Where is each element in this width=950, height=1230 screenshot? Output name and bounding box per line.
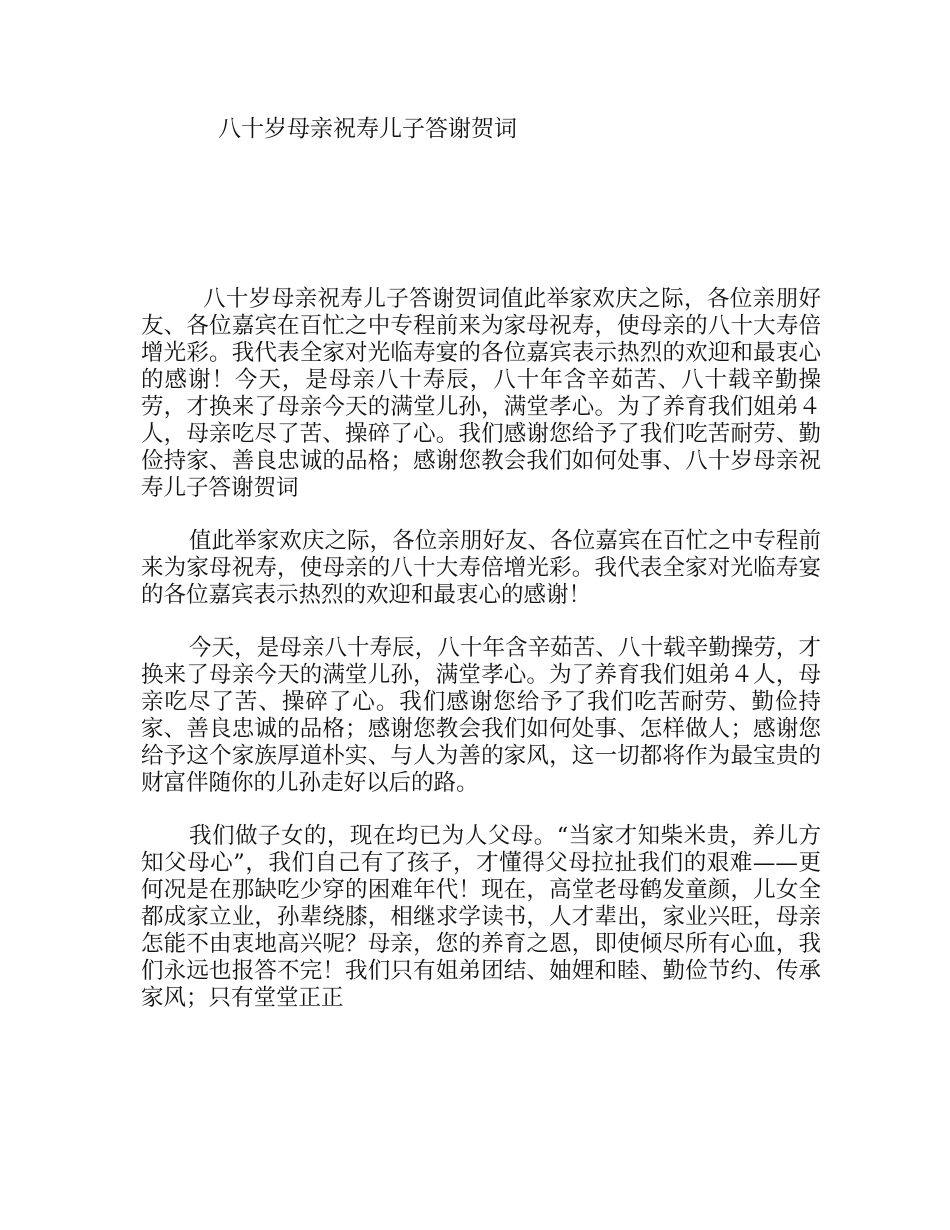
document-title: 八十岁母亲祝寿儿子答谢贺词	[218, 116, 517, 142]
paragraph-4: 我们做子女的，现在均已为人父母。“当家才知柴米贵，养儿方知父母心”，我们自己有了孩子，才懂得父母拉扯我们的艰难——更何况是在那缺吃少穿的困难年代！现在，高堂老母鹤发童颜，儿女全都成家立业，孙辈绕膝，相继求学读书，人才辈出，家业兴旺，母亲怎能不由衷地高兴呢？母亲，您的养育之恩，即使倾尽所有心血，我们永远也报答不完！我们只有姐弟团结、妯娌和睦、勤俭节约、传承家风；只有堂堂正正	[141, 823, 821, 1011]
document-body	[141, 286, 821, 1038]
paragraph-3: 今天，是母亲八十寿辰，八十年含辛茹苦、八十载辛勤操劳，才换来了母亲今天的满堂儿孙，满堂孝心。为了养育我们姐弟４人，母亲吃尽了苦、操碎了心。我们感谢您给予了我们吃苦耐劳、勤俭持家、善良忠诚的品格；感谢您教会我们如何处事、怎样做人；感谢您给予这个家族厚道朴实、与人为善的家风，这一切都将作为最宝贵的财富伴随你的儿孙走好以后的路。	[141, 635, 821, 796]
paragraph-2: 值此举家欢庆之际，各位亲朋好友、各位嘉宾在百忙之中专程前来为家母祝寿，使母亲的八十大寿倍增光彩。我代表全家对光临寿宴的各位嘉宾表示热烈的欢迎和最衷心的感谢！	[141, 528, 821, 608]
paragraph-1: 八十岁母亲祝寿儿子答谢贺词值此举家欢庆之际，各位亲朋好友、各位嘉宾在百忙之中专程前来为家母祝寿，使母亲的八十大寿倍增光彩。我代表全家对光临寿宴的各位嘉宾表示热烈的欢迎和最衷心的感谢！今天，是母亲八十寿辰，八十年含辛茹苦、八十载辛勤操劳，才换来了母亲今天的满堂儿孙，满堂孝心。为了养育我们姐弟４人，母亲吃尽了苦、操碎了心。我们感谢您给予了我们吃苦耐劳、勤俭持家、善良忠诚的品格；感谢您教会我们如何处事、八十岁母亲祝寿儿子答谢贺词	[141, 286, 821, 501]
